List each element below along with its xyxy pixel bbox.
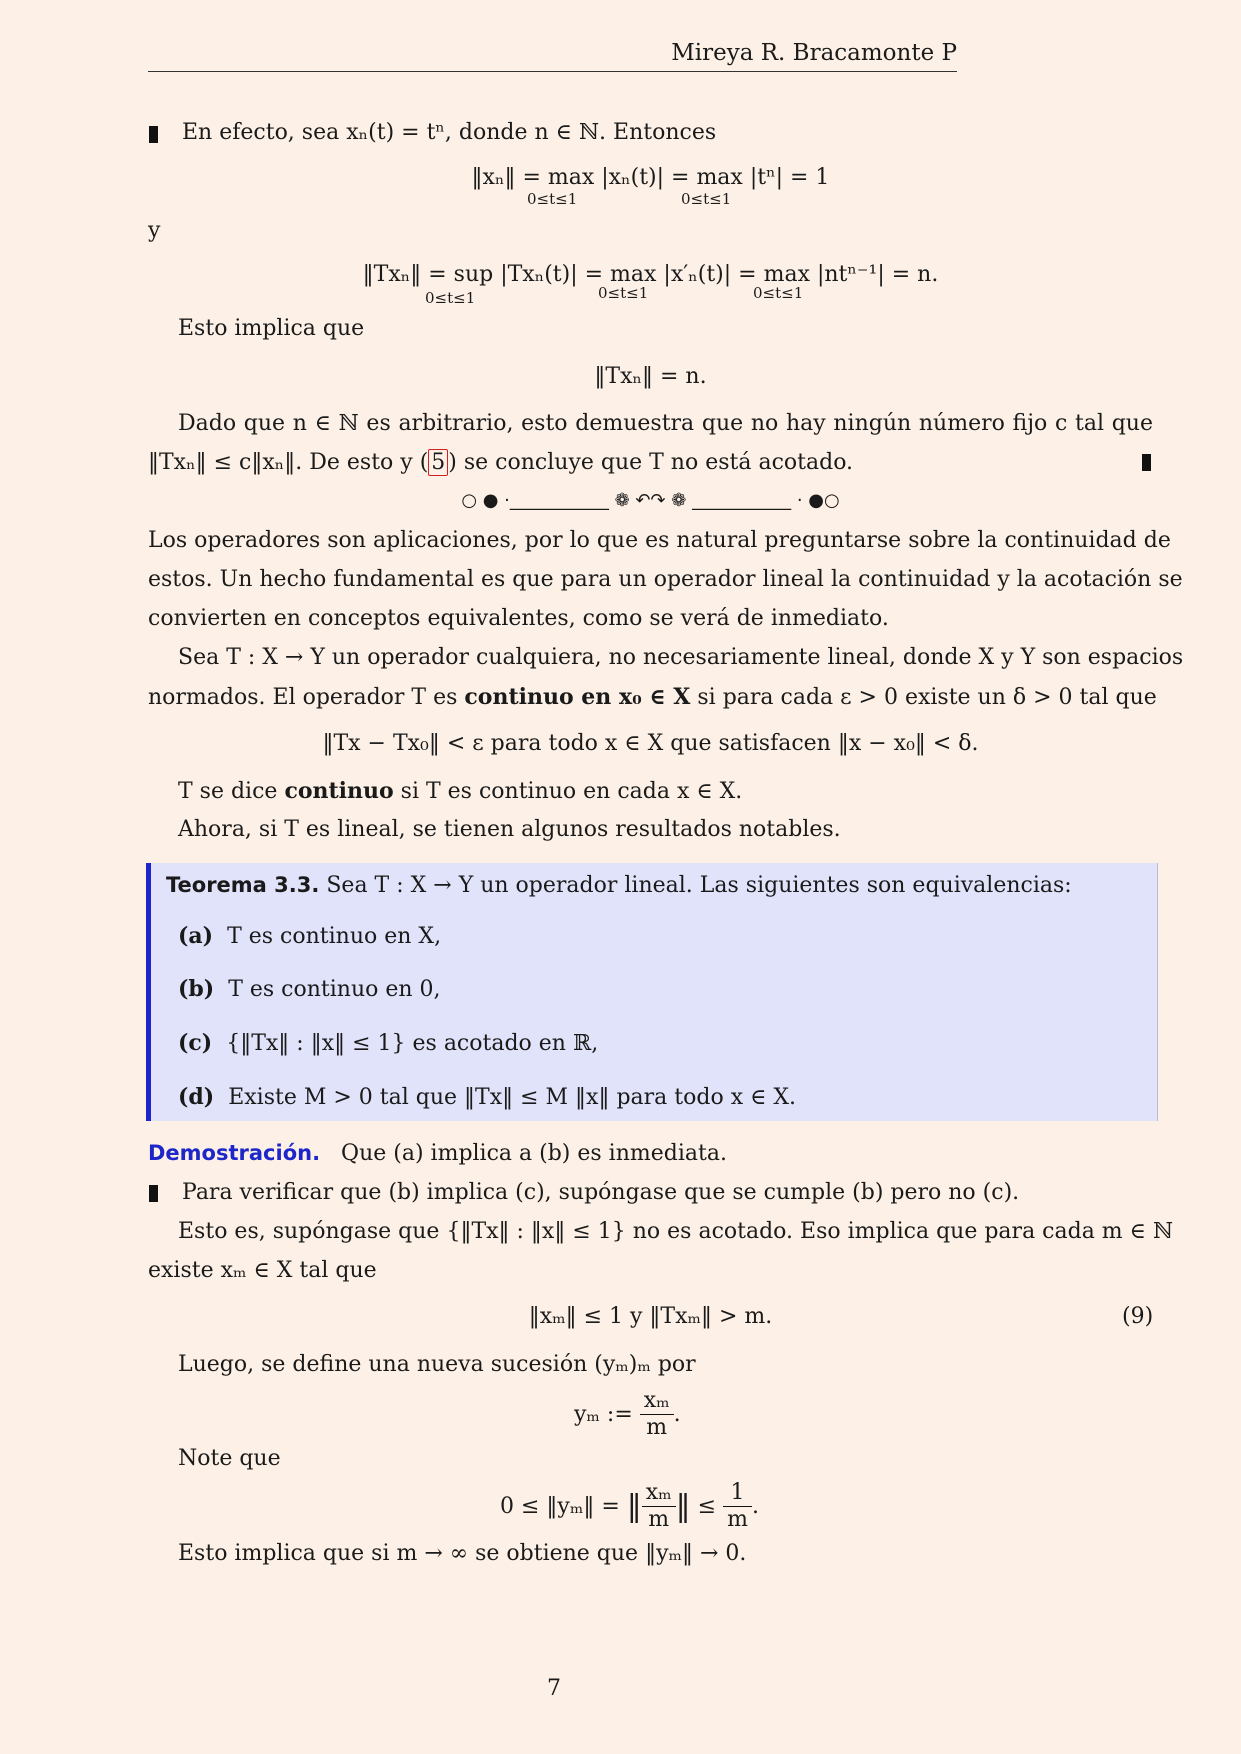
p2-text-a: normados. El operador T es [148,685,465,710]
conclusion-text-b: ) se concluye que T no está acotado. [448,450,854,475]
limit-under-max-4: 0≤t≤1 [753,284,804,302]
item-text: T es continuo en X, [227,924,442,949]
equation-9: ‖xₘ‖ ≤ 1 y ‖Txₘ‖ > m. [528,1304,773,1329]
implies-text: Esto implica que [178,316,365,341]
equation-ym-definition: yₘ := $\frac{\text{xₘ}}{m}$ . [574,1388,681,1441]
paragraph-4: Ahora, si T es lineal, se tienen algunos resultados notables. [178,817,841,842]
limit-under-max-3: 0≤t≤1 [598,284,649,302]
theorem-item-c [178,1030,598,1057]
conclusion-line-1: Dado que n ∈ ℕ es arbitrario, esto demuestra que no hay ningún número fijo c tal que [178,411,1153,436]
demo-line-2: Para verificar que (b) implica (c), supóngase que se cumple (b) pero no (c). [182,1180,1020,1205]
section-ornament: ○ ● ·___________ ❁ ↶↷ ❁ ___________ · ●○ [461,490,840,511]
demo-line-4: existe xₘ ∈ X tal que [148,1258,377,1283]
item-label: (a) [178,923,214,949]
qed-square [1142,454,1151,471]
fraction-xm-over-m-2 [642,1480,676,1534]
item-label: (c) [178,1030,213,1056]
limit-under-max-1: 0≤t≤1 [527,190,578,208]
proof-marker-2 [149,1185,158,1202]
equation-ref-link[interactable]: 5 [428,449,448,476]
fraction-numerator: xₘ [640,1388,674,1415]
theorem-item-a [178,923,441,950]
limit-under-sup: 0≤t≤1 [425,289,476,307]
paragraph-1-line-2: estos. Un hecho fundamental es que para un operador lineal la continuidad y la acotación se [148,567,1183,592]
conclusion-text-a: ‖Txₙ‖ ≤ c‖xₙ‖. De esto y ( [148,450,429,475]
equation-continuity: ‖Tx − Tx₀‖ < ε para todo x ∈ X que satisfacen ‖x − x₀‖ < δ. [322,731,979,756]
p3-text-b: si T es continuo en cada x ∈ X. [393,779,743,804]
demo-line-6: Note que [178,1446,281,1471]
theorem-item-d [178,1084,796,1111]
equation-ym-bound: 0 ≤ ‖yₘ‖ = ‖ $\frac{\text{xₘ}}{m}$ ‖ ≤ $\frac{1}{m}$ . [500,1480,759,1533]
item-text: T es continuo en 0, [228,977,441,1002]
conclusion-line-2 [148,450,853,476]
fraction-one-over-m [723,1480,752,1534]
fraction-numerator: 1 [723,1480,752,1507]
p3-text-a: T se dice [178,779,285,804]
demo-line-1: Que (a) implica a (b) es inmediata. [341,1141,727,1166]
fraction-xm-over-m [640,1388,674,1442]
fraction-denominator: m [646,1415,668,1441]
demo-line-3: Esto es, supóngase que {‖Tx‖ : ‖x‖ ≤ 1} no es acotado. Eso implica que para cada m ∈ ℕ [178,1219,1174,1244]
norm-bars-right: ‖ [675,1488,691,1524]
equation-number-9: (9) [1122,1304,1154,1329]
conjunction-y: y [148,218,161,243]
theorem-item-b [178,976,441,1003]
theorem-title: Teorema 3.3. [166,873,320,897]
paragraph-1-line-1: Los operadores son aplicaciones, por lo que es natural preguntarse sobre la continuidad de [148,528,1171,553]
p2-bold-term: continuo en x₀ ∈ X [464,684,691,710]
paragraph-2-line-1: Sea T : X → Y un operador cualquiera, no necesariamente lineal, donde X y Y son espacios [178,645,1184,670]
theorem-statement: Sea T : X → Y un operador lineal. Las siguientes son equivalencias: [326,873,1072,898]
header-rule [148,71,957,72]
running-header-author: Mireya R. Bracamonte P [671,40,957,66]
item-label: (b) [178,976,215,1002]
item-text: Existe M > 0 tal que ‖Tx‖ ≤ M ‖x‖ para todo x ∈ X. [228,1085,797,1110]
equation-norm-xn: ‖xₙ‖ = max |xₙ(t)| = max |tⁿ| = 1 [471,165,830,190]
equation-norm-txn: ‖Txₙ‖ = sup |Txₙ(t)| = max |x′ₙ(t)| = max |ntⁿ⁻¹| = n. [362,262,939,287]
demo-first-line [148,1141,727,1167]
demo-line-5: Luego, se define una nueva sucesión (yₘ)ₘ por [178,1352,696,1377]
equation-txn-equals-n: ‖Txₙ‖ = n. [594,364,707,389]
demo-title: Demostración. [148,1141,321,1165]
limit-under-max-2: 0≤t≤1 [681,190,732,208]
paragraph-1-line-3: convierten en conceptos equivalentes, como se verá de inmediato. [148,606,889,631]
fraction-denominator: m [648,1507,670,1533]
p3-bold-term: continuo [284,778,394,804]
eq-bound-mid: ≤ [697,1493,717,1519]
item-label: (d) [178,1084,215,1110]
eq-bound-lhs: 0 ≤ ‖yₘ‖ = [500,1493,620,1519]
proof-intro: En efecto, sea xₙ(t) = tⁿ, donde n ∈ ℕ. Entonces [182,120,717,145]
item-text: {‖Tx‖ : ‖x‖ ≤ 1} es acotado en ℝ, [226,1031,599,1056]
paragraph-3 [178,778,742,805]
eq-ym-lhs: yₘ := [574,1401,633,1427]
p2-text-b: si para cada ε > 0 existe un δ > 0 tal que [690,685,1157,710]
fraction-numerator: xₘ [642,1480,676,1507]
fraction-denominator: m [727,1507,748,1533]
proof-marker [149,126,158,143]
demo-line-7: Esto implica que si m → ∞ se obtiene que ‖yₘ‖ → 0. [178,1541,747,1566]
paragraph-2-line-2 [148,684,1157,711]
norm-bars-left: ‖ [626,1488,642,1524]
page-number: 7 [547,1676,561,1701]
theorem-heading [166,873,1072,899]
